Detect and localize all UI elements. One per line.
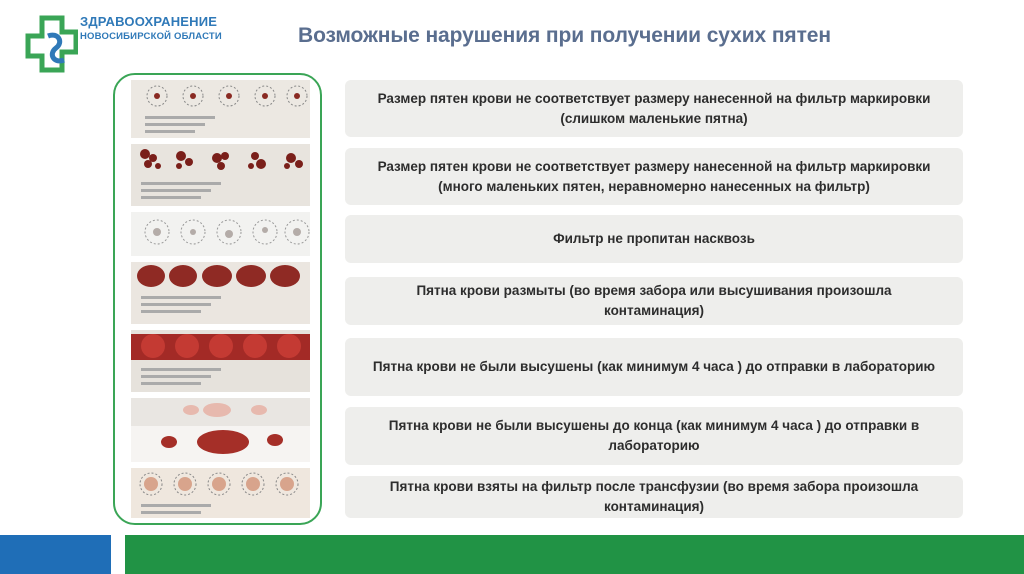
reason-blurred-spots: Пятна крови размыты (во время забора или высушивания произошла контаминация) [345, 277, 963, 325]
blood-spot-card-icon [131, 80, 310, 138]
logo-cross-icon [24, 12, 78, 82]
logo-title: ЗДРАВООХРАНЕНИЕ [80, 14, 218, 29]
blood-spot-card-icon [131, 330, 310, 392]
blood-spot-card-icon [131, 144, 310, 206]
reason-undried-spots: Пятна крови не были высушены (как минимум 4 часа ) до отправки в лабораторию [345, 338, 963, 396]
photo-small-spots [131, 80, 310, 138]
reason-small-spots: Размер пятен крови не соответствует размеру нанесенной на фильтр маркировки (слишком маленькие пятна) [345, 80, 963, 137]
reason-not-soaked: Фильтр не пропитан насквозь [345, 215, 963, 263]
page-title: Возможные нарушения при получении сухих пятен [298, 24, 831, 47]
blood-spot-card-icon [131, 262, 310, 324]
blood-spot-card-icon [131, 212, 310, 256]
footer-green-bar [125, 535, 1024, 574]
footer-blue-bar [0, 535, 111, 574]
photo-blurred-spots [131, 262, 310, 324]
reason-post-transfusion: Пятна крови взяты на фильтр после трансфузии (во время забора произошла контаминация) [345, 476, 963, 518]
reason-not-fully-dried: Пятна крови не были высушены до конца (как минимум 4 часа ) до отправки в лабораторию [345, 407, 963, 465]
blood-spot-card-icon [131, 468, 310, 518]
photo-not-soaked [131, 212, 310, 256]
blood-spot-card-icon [131, 398, 310, 462]
photo-not-fully-dried [131, 398, 310, 462]
photo-undried-spots [131, 330, 310, 392]
photo-many-small-spots [131, 144, 310, 206]
logo-subtitle: НОВОСИБИРСКОЙ ОБЛАСТИ [80, 31, 222, 42]
photo-post-transfusion [131, 468, 310, 518]
reason-many-small-spots: Размер пятен крови не соответствует размеру нанесенной на фильтр маркировки (много маленьких пятен, неравномерно нанесенных на фильтр) [345, 148, 963, 205]
